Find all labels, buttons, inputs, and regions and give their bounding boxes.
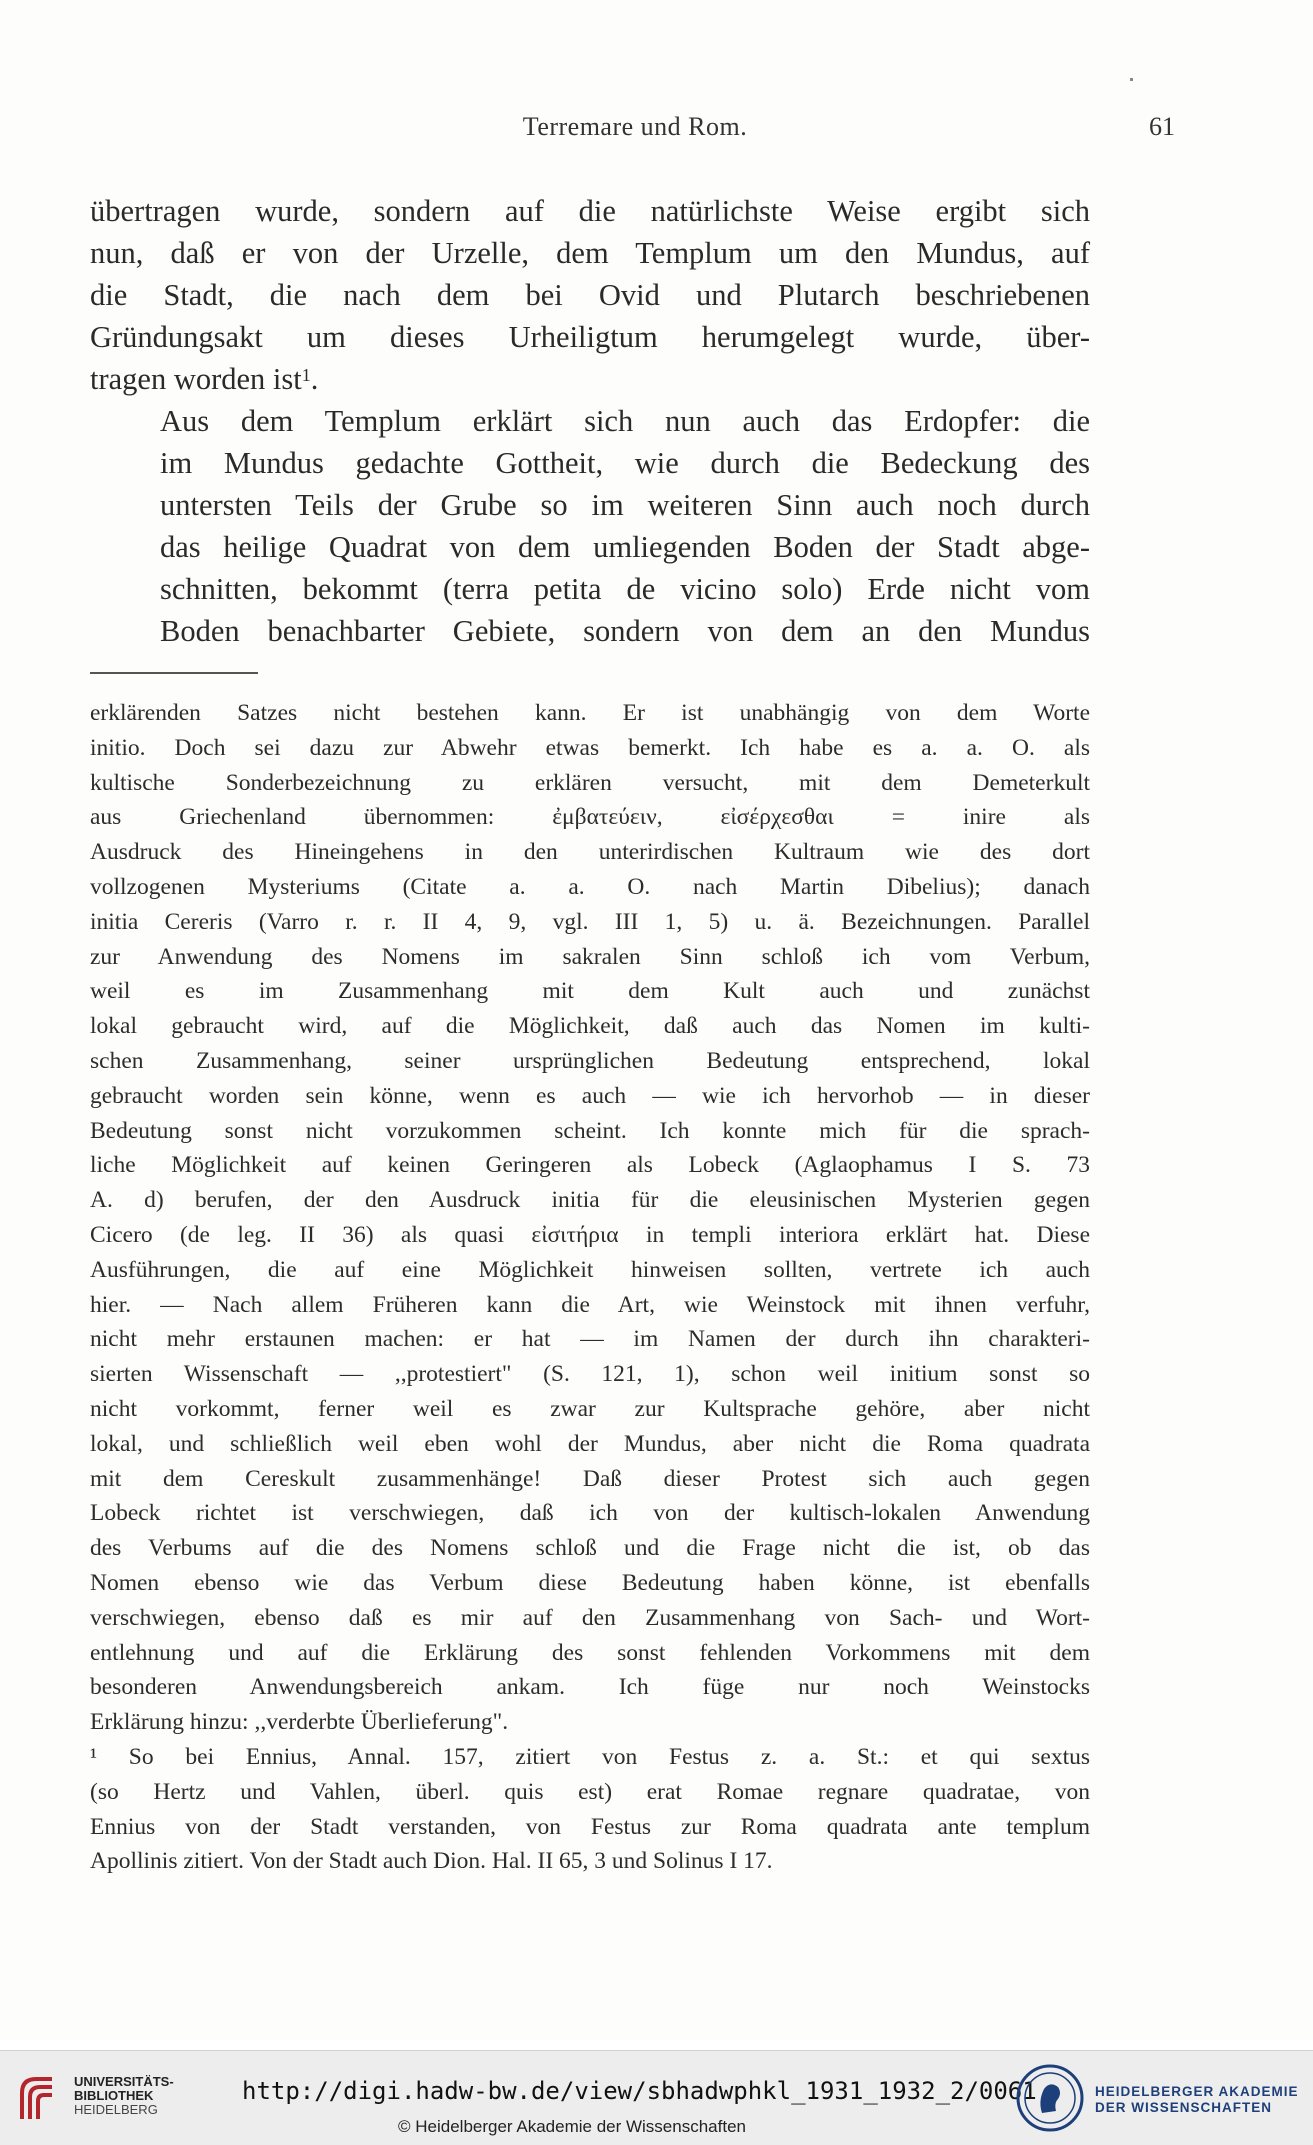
footnote-line: hier. — Nach allem Früheren kann die Art, wie Weinstock mit ihnen verfuhr,: [90, 1291, 1090, 1318]
footnote-line: Ennius von der Stadt verstanden, von Festus zur Roma quadrata ante templum: [90, 1813, 1090, 1840]
text-fragment: .: [310, 362, 319, 396]
library-line: UNIVERSITÄTS-: [74, 2074, 174, 2089]
footnote-line: initio. Doch sei dazu zur Abwehr etwas bemerkt. Ich habe es a. a. O. als: [90, 734, 1090, 761]
footnote-line: verschwiegen, ebenso daß es mir auf den Zusammenhang von Sach- und Wort-: [90, 1604, 1090, 1631]
footnote-line: A. d) berufen, der den Ausdruck initia für die eleusinischen Mysterien gegen: [90, 1187, 1090, 1214]
footnote-line: nicht vorkommt, ferner weil es zwar zur Kultsprache gehöre, aber nicht: [90, 1395, 1090, 1422]
permalink-url[interactable]: http://digi.hadw-bw.de/view/sbhadwphkl_1931_1932_2/0061: [242, 2077, 1037, 2105]
academy-seal-icon[interactable]: [1012, 2063, 1088, 2133]
footnote-line: weil es im Zusammenhang mit dem Kult auch und zunächst: [90, 978, 1090, 1005]
footnote-ref: 1: [301, 365, 311, 385]
footnote-line: mit dem Cereskult zusammenhänge! Daß dieser Protest sich auch gegen: [90, 1465, 1090, 1492]
paragraph-1: [90, 190, 1090, 400]
text-line: nun, daß er von der Urzelle, dem Templum um den Mundus, auf: [90, 236, 1090, 270]
footnote-line: Erklärung hinzu: ,,verderbte Überlieferung".: [90, 1709, 509, 1736]
footnote-line: Bedeutung sonst nicht vorzukommen scheint. Ich konnte mich für die sprach-: [90, 1117, 1090, 1144]
text-line: untersten Teils der Grube so im weiteren Sinn auch noch durch: [160, 488, 1090, 522]
text-fragment: tragen worden ist: [90, 362, 302, 396]
footnote-line: Lobeck richtet ist verschwiegen, daß ich von der kultisch-lokalen Anwendung: [90, 1500, 1090, 1527]
university-library-name: [74, 2075, 174, 2117]
viewer-footer: [0, 2050, 1313, 2145]
academy-line: HEIDELBERGER AKADEMIE: [1095, 2084, 1299, 2099]
library-line: HEIDELBERG: [74, 2102, 158, 2117]
footnote-line: aus Griechenland übernommen: ἐμβατεύειν, εἰσέρχεσθαι = inire als: [90, 804, 1090, 831]
footnotes: [90, 696, 1090, 1879]
footnote-line: (so Hertz und Vahlen, überl. quis est) erat Romae regnare quadratae, von: [90, 1778, 1090, 1805]
footnote-line: Nomen ebenso wie das Verbum diese Bedeutung haben könne, ist ebenfalls: [90, 1569, 1090, 1596]
running-title: Terremare und Rom.: [522, 112, 748, 141]
text-line: Gründungsakt um dieses Urheiligtum herumgelegt wurde, über-: [90, 320, 1090, 354]
running-head: [90, 112, 1180, 152]
footnote-rule: [90, 672, 258, 674]
library-line: BIBLIOTHEK: [74, 2088, 154, 2103]
footnote-line: erklärenden Satzes nicht bestehen kann. Er ist unabhängig von dem Worte: [90, 700, 1090, 726]
footnote-line: Ausdruck des Hineingehens in den unterirdischen Kultraum wie des dort: [90, 839, 1090, 866]
footnote-line: Ausführungen, die auf eine Möglichkeit hinweisen sollten, vertrete ich auch: [90, 1256, 1090, 1283]
footnote-line: initia Cereris (Varro r. r. II 4, 9, vgl. III 1, 5) u. ä. Bezeichnungen. Parallel: [90, 908, 1090, 935]
footnote-line: vollzogenen Mysteriums (Citate a. a. O. nach Martin Dibelius); danach: [90, 873, 1090, 900]
footnote-line: sierten Wissenschaft — ,,protestiert" (S. 121, 1), schon weil initium sonst so: [90, 1361, 1090, 1388]
footnote-line: besonderen Anwendungsbereich ankam. Ich füge nur noch Weinstocks: [90, 1674, 1090, 1701]
footnote-line: des Verbums auf die des Nomens schloß und die Frage nicht die ist, ob das: [90, 1535, 1090, 1562]
text-line: das heilige Quadrat von dem umliegenden Boden der Stadt abge-: [160, 530, 1090, 564]
text-line: Aus dem Templum erklärt sich nun auch das Erdopfer: die: [160, 404, 1090, 438]
footnote-line: lokal gebraucht wird, auf die Möglichkeit, daß auch das Nomen im kulti-: [90, 1013, 1090, 1040]
footnote-line: nicht mehr erstaunen machen: er hat — im Namen der durch ihn charakteri-: [90, 1326, 1090, 1353]
text-line: [90, 358, 1090, 400]
main-text: [90, 190, 1090, 652]
text-line: übertragen wurde, sondern auf die natürlichste Weise ergibt sich: [90, 194, 1090, 228]
page-number: 61: [1149, 112, 1175, 141]
footnote-line: kultische Sonderbezeichnung zu erklären versucht, mit dem Demeterkult: [90, 769, 1090, 796]
university-library-logo-icon[interactable]: [12, 2069, 72, 2129]
academy-line: DER WISSENSCHAFTEN: [1095, 2100, 1273, 2115]
paragraph-2: [90, 400, 1090, 652]
academy-name: [1095, 2084, 1299, 2116]
copyright-notice: © Heidelberger Akademie der Wissenschaften: [398, 2117, 746, 2136]
footnote-line: liche Möglichkeit auf keinen Geringeren als Lobeck (Aglaophamus I S. 73: [90, 1152, 1090, 1179]
footnote-line: lokal, und schließlich weil eben wohl der Mundus, aber nicht die Roma quadrata: [90, 1430, 1090, 1457]
footnote-line: gebraucht worden sein könne, wenn es auch — wie ich hervorhob — in dieser: [90, 1082, 1090, 1109]
footnote-line: schen Zusammenhang, seiner ursprünglichen Bedeutung entsprechend, lokal: [90, 1047, 1090, 1074]
text-line: im Mundus gedachte Gottheit, wie durch die Bedeckung des: [160, 446, 1090, 480]
text-line: die Stadt, die nach dem bei Ovid und Plutarch beschriebenen: [90, 278, 1090, 312]
text-line: Boden benachbarter Gebiete, sondern von dem an den Mundus: [160, 614, 1090, 648]
footnote-line: entlehnung und auf die Erklärung des sonst fehlenden Vorkommens mit dem: [90, 1639, 1090, 1666]
scan-mark: [1130, 78, 1133, 81]
text-line: schnitten, bekommt (terra petita de vicino solo) Erde nicht vom: [160, 572, 1090, 606]
footnote-line: Cicero (de leg. II 36) als quasi εἰσιτήρια in templi interiora erklärt hat. Diese: [90, 1221, 1090, 1248]
footnote-line: zur Anwendung des Nomens im sakralen Sinn schloß ich vom Verbum,: [90, 943, 1090, 970]
footnote-line: Apollinis zitiert. Von der Stadt auch Dion. Hal. II 65, 3 und Solinus I 17.: [90, 1848, 773, 1875]
footnote-line: ¹ So bei Ennius, Annal. 157, zitiert von Festus z. a. St.: et qui sextus: [90, 1743, 1090, 1770]
